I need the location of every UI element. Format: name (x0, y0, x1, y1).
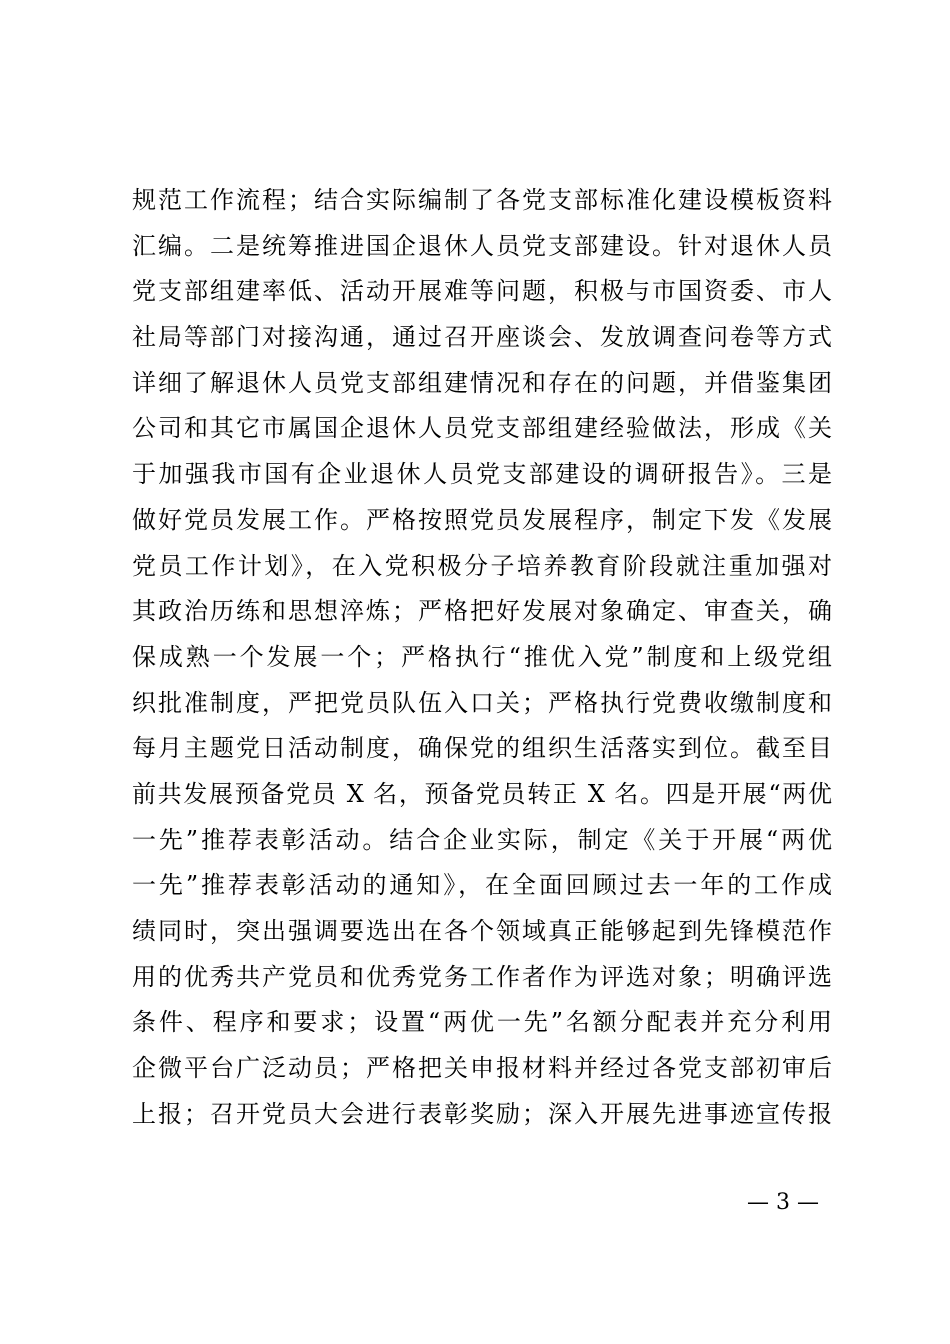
text-line: 于加强我市国有企业退休人员党支部建设的调研报告》。三是 (132, 460, 832, 489)
text-line: 条件、程序和要求；设置“两优一先”名额分配表并充分利用 (132, 1008, 832, 1037)
page-number: — 3 — (747, 1190, 819, 1215)
text-line: 党员工作计划》，在入党积极分子培养教育阶段就注重加强对 (132, 551, 832, 580)
text-line: 一先”推荐表彰活动的通知》，在全面回顾过去一年的工作成 (132, 871, 832, 900)
text-line: 党支部组建率低、活动开展难等问题，积极与市国资委、市人 (132, 277, 832, 306)
text-line: 详细了解退休人员党支部组建情况和存在的问题，并借鉴集团 (132, 368, 832, 397)
text-line: 每月主题党日活动制度，确保党的组织生活落实到位。截至目 (132, 734, 832, 763)
text-line: 做好党员发展工作。严格按照党员发展程序，制定下发《发展 (132, 505, 832, 534)
text-line: 上报；召开党员大会进行表彰奖励；深入开展先进事迹宣传报 (132, 1099, 832, 1128)
text-line: 一先”推荐表彰活动。结合企业实际，制定《关于开展“两优 (132, 825, 832, 854)
text-line: 规范工作流程；结合实际编制了各党支部标准化建设模板资料 (132, 186, 832, 214)
text-line: 其政治历练和思想淬炼；严格把好发展对象确定、审查关，确 (132, 597, 832, 626)
text-line: 公司和其它市属国企退休人员党支部组建经验做法，形成《关 (132, 414, 832, 443)
body-text (132, 178, 832, 1137)
text-line: 保成熟一个发展一个；严格执行“推优入党”制度和上级党组 (132, 642, 832, 671)
text-line: 汇编。二是统筹推进国企退休人员党支部建设。针对退休人员 (132, 231, 832, 260)
text-line: 社局等部门对接沟通，通过召开座谈会、发放调查问卷等方式 (132, 323, 832, 352)
text-line: 前共发展预备党员 X 名，预备党员转正 X 名。四是开展“两优 (132, 779, 832, 808)
text-line: 织批准制度，严把党员队伍入口关；严格执行党费收缴制度和 (132, 688, 832, 717)
text-line: 企微平台广泛动员；严格把关申报材料并经过各党支部初审后 (132, 1054, 832, 1083)
text-line: 用的优秀共产党员和优秀党务工作者作为评选对象；明确评选 (132, 962, 832, 991)
text-line: 绩同时，突出强调要选出在各个领域真正能够起到先锋模范作 (132, 917, 832, 945)
